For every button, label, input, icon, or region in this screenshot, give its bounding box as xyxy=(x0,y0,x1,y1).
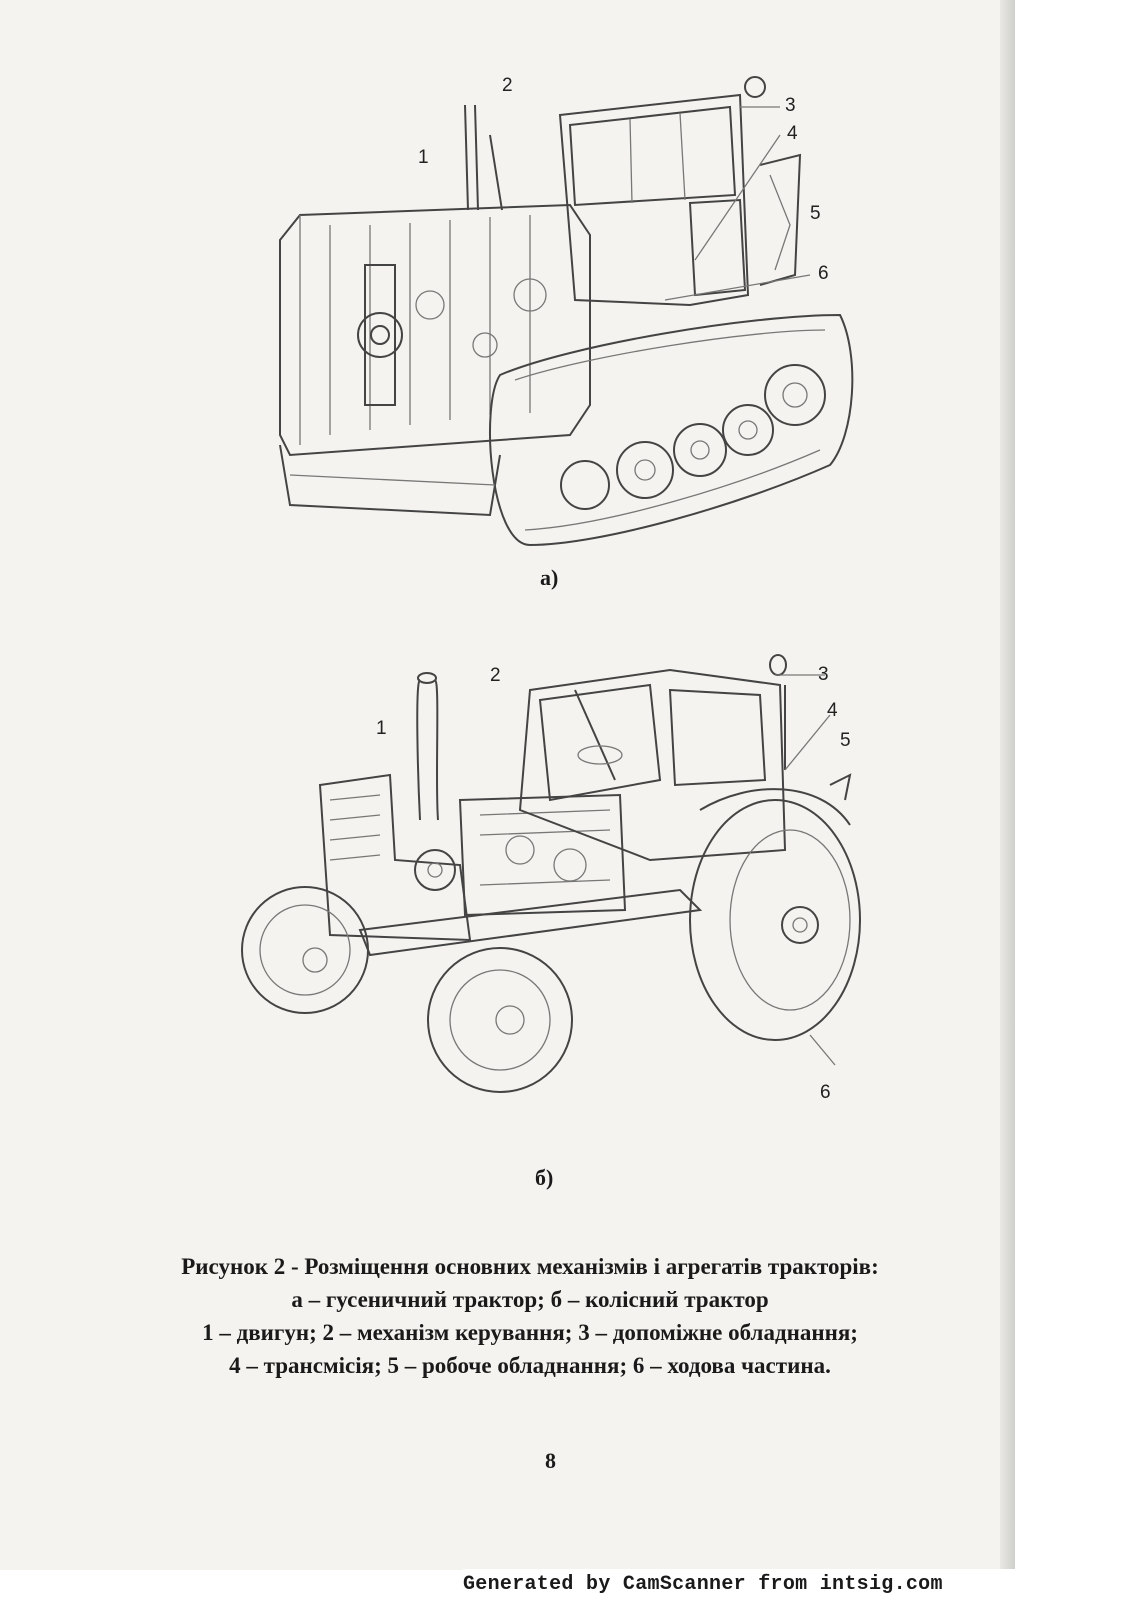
scanner-watermark: Generated by CamScanner from intsig.com xyxy=(463,1569,1131,1600)
caption-line-1: Рисунок 2 - Розміщення основних механізмів і агрегатів тракторів: xyxy=(181,1254,879,1279)
wheeled-tractor-drawing xyxy=(230,650,890,1120)
wheeled-tractor-figure xyxy=(230,650,890,1120)
fig-b-label-5: 5 xyxy=(840,730,851,751)
fig-a-label-3: 3 xyxy=(785,95,796,116)
figure-caption xyxy=(100,1250,960,1382)
page-number: 8 xyxy=(545,1448,556,1473)
fig-a-label-6: 6 xyxy=(818,263,829,284)
caption-line-4: 4 – трансмісія; 5 – робоче обладнання; 6 – ходова частина. xyxy=(229,1353,831,1378)
fig-b-label-6: 6 xyxy=(820,1082,831,1103)
fig-b-label-3: 3 xyxy=(818,664,829,685)
fig-a-label-1: 1 xyxy=(418,147,429,168)
figure-b-label: б) xyxy=(535,1165,554,1190)
crawler-tractor-drawing xyxy=(270,75,870,575)
fig-a-label-5: 5 xyxy=(810,203,821,224)
fig-a-label-4: 4 xyxy=(787,123,798,144)
crawler-tractor-figure xyxy=(270,75,870,575)
caption-line-2: а – гусеничний трактор; б – колісний трактор xyxy=(291,1287,769,1312)
fig-b-label-4: 4 xyxy=(827,700,838,721)
fig-b-label-1: 1 xyxy=(376,718,387,739)
page-edge-shadow xyxy=(1000,0,1015,1570)
caption-line-3: 1 – двигун; 2 – механізм керування; 3 – допоміжне обладнання; xyxy=(202,1320,858,1345)
figure-a-label: а) xyxy=(540,565,559,590)
fig-b-label-2: 2 xyxy=(490,665,501,686)
fig-a-label-2: 2 xyxy=(502,75,513,96)
